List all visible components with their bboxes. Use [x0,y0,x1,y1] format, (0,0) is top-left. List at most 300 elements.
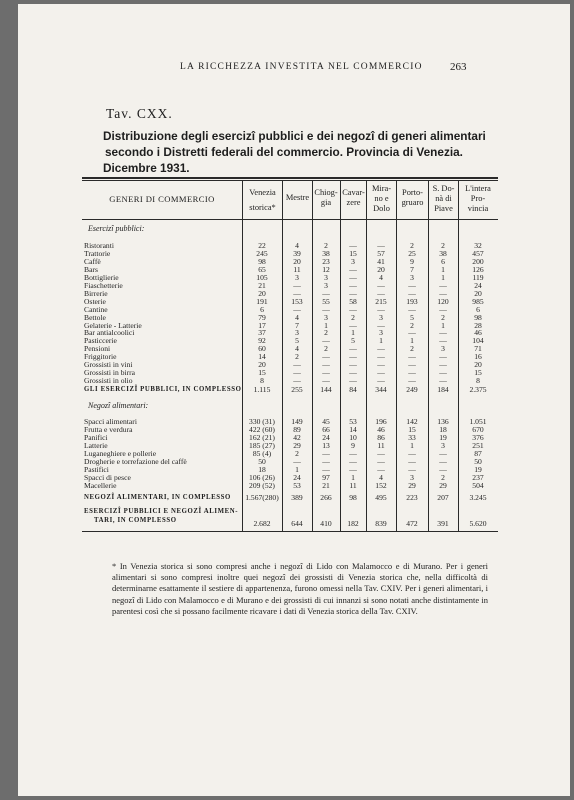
cell-value: 9 [410,256,414,266]
header-provincia-line2: Pro- [470,194,486,203]
cell-value: — [408,368,416,378]
cell-value: 3 [324,312,328,322]
cell-value: — [439,336,447,346]
row-label: Bettole [84,312,106,322]
cell-value: 7 [410,264,414,274]
cell-value: — [377,241,385,250]
cell-value: — [377,368,385,378]
cell-value: 38 [439,248,447,258]
cell-value: 7 [295,320,299,330]
page-number: 263 [450,61,467,73]
header-sandona-line2: nà di [435,194,452,203]
cell-value: 391 [437,519,449,528]
cell-value: 22 [258,241,266,250]
cell-value: — [408,304,416,314]
cell-value: 3 [324,280,328,290]
cell-value: 3 [410,472,414,482]
table-top-rule [82,177,498,179]
cell-value: 504 [472,480,484,490]
cell-value: 3 [351,256,355,266]
header-portogruaro-line1: Porto- [402,188,423,197]
cell-value: 15 [474,368,482,378]
cell-value: 3 [441,440,445,450]
cell-value: 42 [293,432,301,442]
cell-value: 182 [347,519,359,528]
cell-value: — [322,336,330,346]
cell-value: — [349,464,357,474]
cell-value: — [349,376,357,386]
row-label: Cantine [84,304,108,314]
cell-value: 46 [474,328,482,338]
cell-value: 10 [349,432,357,442]
cell-value: — [408,464,416,474]
header-cavarzere-line1: Cavar- [342,188,365,197]
cell-value: 50 [474,456,482,466]
row-label: NEGOZÎ ALIMENTARI, IN COMPLESSO [84,494,231,501]
cell-value: — [349,304,357,314]
cell-value: — [439,464,447,474]
cell-value: 66 [322,424,330,434]
cell-value: 6 [476,304,480,314]
cell-value: — [293,304,301,314]
cell-value: — [439,368,447,378]
table-row [18,377,570,385]
cell-value: — [408,360,416,370]
cell-value: 2 [324,344,328,354]
cell-value: 19 [474,464,482,474]
row-label: Friggitorie [84,352,117,362]
cell-value: 3 [295,328,299,338]
cell-value: — [408,280,416,290]
cell-value: 5 [410,312,414,322]
cell-value: 330 (31) [249,417,275,426]
cell-value: 2 [324,241,328,250]
row-label: Ristoranti [84,241,114,250]
cell-value: — [377,360,385,370]
cell-value: 21 [258,280,266,290]
cell-value: 20 [293,256,301,266]
cell-value: 17 [258,320,266,330]
cell-value: 2.682 [253,519,271,528]
header-generi: GENERI DI COMMERCIO [109,194,215,204]
running-title: LA RICCHEZZA INVESTITA NEL COMMERCIO [180,62,423,72]
cell-value: 29 [408,480,416,490]
cell-value: 422 (60) [249,424,275,434]
row-label: Bar antialcoolici [84,328,135,338]
cell-value: 4 [295,312,299,322]
cell-value: 15 [258,368,266,378]
cell-value: 2 [295,352,299,362]
header-provincia [458,184,498,214]
cell-value: — [293,288,301,298]
row-label: Drogherie e torrefazione del caffè [84,456,187,466]
cell-value: — [349,280,357,290]
cell-value: 5.620 [469,519,487,528]
table-title-line: Dicembre 1931. [103,161,190,175]
cell-value: 3 [295,272,299,282]
header-chioggia-line2: gia [320,198,332,207]
cell-value: 144 [320,385,332,394]
cell-value: 1 [351,328,355,338]
cell-value: 1.115 [253,385,271,394]
cell-value: — [377,344,385,354]
cell-value: 251 [472,440,484,450]
cell-value: 1 [295,464,299,474]
cell-value: — [349,272,357,282]
cell-value: — [349,368,357,378]
cell-value: 1 [324,320,328,330]
cell-value: 2 [324,328,328,338]
row-label: Bars [84,264,98,274]
cell-value: 24 [322,432,330,442]
cell-value: 237 [472,472,484,482]
cell-value: 985 [472,296,484,306]
row-label: Pastifici [84,464,109,474]
cell-value: 14 [349,424,357,434]
cell-value: — [349,320,357,330]
cell-value: 152 [375,480,387,490]
row-label: Macellerie [84,480,117,490]
cell-value: 495 [375,493,387,502]
cell-value: 9 [351,440,355,450]
header-chioggia [312,188,340,208]
cell-value: 839 [375,519,387,528]
cell-value: 3 [410,272,414,282]
cell-value: 4 [295,344,299,354]
cell-value: — [322,288,330,298]
cell-value: — [377,352,385,362]
cell-value: — [377,320,385,330]
cell-value: 245 [256,248,268,258]
row-label: GLI ESERCIZÎ PUBBLICI, IN COMPLESSO [84,386,242,393]
row-label: Luganeghiere e pollerie [84,448,157,458]
cell-value: 45 [322,417,330,426]
cell-value: — [349,352,357,362]
cell-value: — [408,288,416,298]
row-label: Fiaschetterie [84,280,123,290]
cell-value: 1 [441,320,445,330]
cell-value: 97 [322,472,330,482]
cell-value: 20 [258,288,266,298]
total-row [18,386,570,394]
cell-value: 191 [256,296,268,306]
cell-value: 2 [295,448,299,458]
cell-value: 207 [437,493,449,502]
cell-value: — [322,304,330,314]
cell-value: 2 [410,241,414,250]
cell-value: 120 [437,296,449,306]
total-row [18,494,570,502]
cell-value: 20 [474,360,482,370]
cell-value: 87 [474,448,482,458]
cell-value: 1 [441,272,445,282]
book-page [18,4,570,796]
cell-value: 196 [375,417,387,426]
cell-value: — [439,360,447,370]
cell-value: 18 [258,464,266,474]
cell-value: 136 [437,417,449,426]
cell-value: 20 [377,264,385,274]
cell-value: 11 [293,264,301,274]
cell-value: — [377,288,385,298]
row-label: Caffè [84,256,101,266]
cell-value: 376 [472,432,484,442]
cell-value: 142 [406,417,418,426]
row-label: Latterie [84,440,108,450]
cell-value: 2 [351,312,355,322]
cell-value: — [293,376,301,386]
cell-value: 5 [295,336,299,346]
row-label: Spacci alimentari [84,417,137,426]
cell-value: 29 [293,440,301,450]
cell-value: — [322,464,330,474]
header-mirano [366,184,397,214]
cell-value: 215 [375,296,387,306]
table-title-line: Distribuzione degli esercizî pubblici e dei negozî di generi alimentari [103,129,486,143]
cell-value: 24 [293,472,301,482]
cell-value: 410 [320,519,332,528]
cell-value: 6 [441,256,445,266]
cell-value: 16 [474,352,482,362]
header-sandona-line3: Piave [434,204,453,213]
table-bottom-rule [82,531,498,532]
header-portogruaro [396,188,429,208]
total-generale-label-1: ESERCIZÎ PUBBLICI E NEGOZÎ ALIMEN- [84,508,239,515]
cell-value: — [322,360,330,370]
cell-value: — [322,448,330,458]
cell-value: 53 [349,417,357,426]
row-label: Pasticcerie [84,336,117,346]
cell-value: — [293,360,301,370]
row-label: Birrerie [84,288,108,298]
cell-value: 3 [441,344,445,354]
cell-value: — [377,456,385,466]
row-label: Frutta e verdura [84,424,133,434]
cell-value: 2 [441,312,445,322]
cell-value: 1.051 [469,417,487,426]
row-label: Spacci di pesce [84,472,131,482]
header-portogruaro-line2: gruaro [401,198,424,207]
row-label: Trattorie [84,248,111,258]
cell-value: 71 [474,344,482,354]
cell-value: 89 [293,424,301,434]
cell-value: 644 [291,519,303,528]
header-chioggia-line1: Chiog- [314,188,338,197]
cell-value: 200 [472,256,484,266]
cell-value: 1 [441,264,445,274]
cell-value: 184 [437,385,449,394]
cell-value: 98 [349,493,357,502]
cell-value: 86 [377,432,385,442]
cell-value: 55 [322,296,330,306]
cell-value: 33 [408,432,416,442]
cell-value: 1.567(280) [245,493,279,502]
table-top-rule-inner [82,180,498,181]
header-mirano-line2: no e [374,194,389,203]
table-title [103,128,503,176]
cell-value: 19 [439,432,447,442]
table-title-line: secondo i Distretti federali del commercio. Provincia di Venezia. [105,145,463,159]
cell-value: 8 [476,376,480,386]
cell-value: 11 [377,440,385,450]
row-label: Grossisti in birra [84,368,136,378]
header-provincia-line1: L'intera [465,184,491,193]
cell-value: 457 [472,248,484,258]
cell-value: 3 [379,328,383,338]
cell-value: 249 [406,385,418,394]
row-label: Panifici [84,432,108,442]
cell-value: 92 [258,336,266,346]
cell-value: 104 [472,336,484,346]
cell-value: 389 [291,493,303,502]
cell-value: — [293,368,301,378]
total-generale-label-2: TARI, IN COMPLESSO [94,517,177,524]
cell-value: 1 [351,472,355,482]
cell-value: 60 [258,344,266,354]
cell-value: 53 [293,480,301,490]
cell-value: 98 [258,256,266,266]
cell-value: 12 [322,264,330,274]
cell-value: — [377,448,385,458]
cell-value: 28 [474,320,482,330]
table-number: Tav. CXX. [106,106,173,121]
cell-value: — [349,241,357,250]
cell-value: 29 [439,480,447,490]
cell-value: — [377,464,385,474]
header-venezia-line2: storica* [249,203,276,212]
cell-value: 105 [256,272,268,282]
header-sandona-line1: S. Do- [432,184,455,193]
row-label: Pensioni [84,344,111,354]
cell-value: 18 [439,424,447,434]
cell-value: 106 (26) [249,472,275,482]
cell-value: 2 [410,344,414,354]
cell-value: 14 [258,352,266,362]
total-generale-row [18,508,570,516]
cell-value: — [349,288,357,298]
cell-value: — [293,280,301,290]
cell-value: 4 [295,241,299,250]
cell-value: 20 [258,360,266,370]
cell-value: — [408,328,416,338]
table-row [18,482,570,490]
cell-value: 21 [322,480,330,490]
cell-value: 223 [406,493,418,502]
cell-value: 1 [410,336,414,346]
cell-value: 38 [322,248,330,258]
cell-value: — [322,368,330,378]
cell-value: 37 [258,328,266,338]
row-label: Bottiglierie [84,272,119,282]
cell-value: — [439,352,447,362]
cell-value: 5 [351,336,355,346]
footnote: * In Venezia storica si sono compresi anche i negozî di Lido con Malamocco e di Murano. Per i generi alimentari si sono compresi inoltre quei negozî dei grossisti di Venezia storica che, nella difficoltà di determinarne esattamente il sestiere di appartenenza, furono omessi nella Tav. CXIV. Per i generi alimentari, i negozî di Lido con Malamocco e di Murano e dei grossisti di cui innanzi si sono notati anche distintamente in parentesi così che si possano facilmente ricavare i dati di Venezia storica della Tav. CXIV. [112,561,488,616]
cell-value: 23 [322,256,330,266]
header-mirano-line1: Mira- [371,184,392,193]
cell-value: 98 [474,312,482,322]
cell-value: 1 [379,336,383,346]
header-bottom-rule [82,219,498,220]
cell-value: — [322,352,330,362]
cell-value: 4 [379,472,383,482]
cell-value: — [408,376,416,386]
cell-value: 3 [324,272,328,282]
row-label: Grossisti in olio [84,376,133,386]
row-label: Osterie [84,296,106,306]
cell-value: 193 [406,296,418,306]
cell-value: — [408,456,416,466]
cell-value: 3 [379,312,383,322]
cell-value: 2 [441,241,445,250]
cell-value: 15 [408,424,416,434]
header-venezia-line1: Venezia [249,188,276,197]
cell-value: 79 [258,312,266,322]
cell-value: 4 [379,272,383,282]
cell-value: 153 [291,296,303,306]
cell-value: 20 [474,288,482,298]
cell-value: — [322,456,330,466]
cell-value: 255 [291,385,303,394]
cell-value: 119 [472,272,484,282]
cell-value: — [377,280,385,290]
row-label: Gelaterie - Latterie [84,320,142,330]
cell-value: 344 [375,385,387,394]
cell-value: 8 [260,376,264,386]
cell-value: — [322,376,330,386]
cell-value: 13 [322,440,330,450]
cell-value: — [439,376,447,386]
cell-value: — [349,456,357,466]
cell-value: 126 [472,264,484,274]
cell-value: 266 [320,493,332,502]
cell-value: — [349,448,357,458]
cell-value: 65 [258,264,266,274]
cell-value: — [439,448,447,458]
cell-value: — [439,304,447,314]
cell-value: 149 [291,417,303,426]
cell-value: — [439,288,447,298]
header-cavarzere [340,188,367,208]
cell-value: 32 [474,241,482,250]
cell-value: — [293,456,301,466]
cell-value: 6 [260,304,264,314]
cell-value: — [349,344,357,354]
cell-value: — [408,352,416,362]
cell-value: — [377,304,385,314]
cell-value: 2 [410,320,414,330]
cell-value: 57 [377,248,385,258]
cell-value: 11 [349,480,357,490]
cell-value: 670 [472,424,484,434]
cell-value: — [377,376,385,386]
cell-value: — [439,280,447,290]
cell-value: — [408,448,416,458]
header-mirano-line3: Dolo [373,204,390,213]
cell-value: 25 [408,248,416,258]
cell-value: 472 [406,519,418,528]
section-negozi-alimentari: Negozî alimentari: [88,401,149,410]
cell-value: 50 [258,456,266,466]
total-row [18,520,570,528]
cell-value: 24 [474,280,482,290]
header-provincia-line3: vincia [467,204,489,213]
header-venezia [243,185,282,215]
cell-value: 2 [441,472,445,482]
section-esercizi-pubblici: Esercizî pubblici: [88,224,145,233]
cell-value: 3.245 [469,493,487,502]
cell-value: — [439,328,447,338]
cell-value: — [349,264,357,274]
